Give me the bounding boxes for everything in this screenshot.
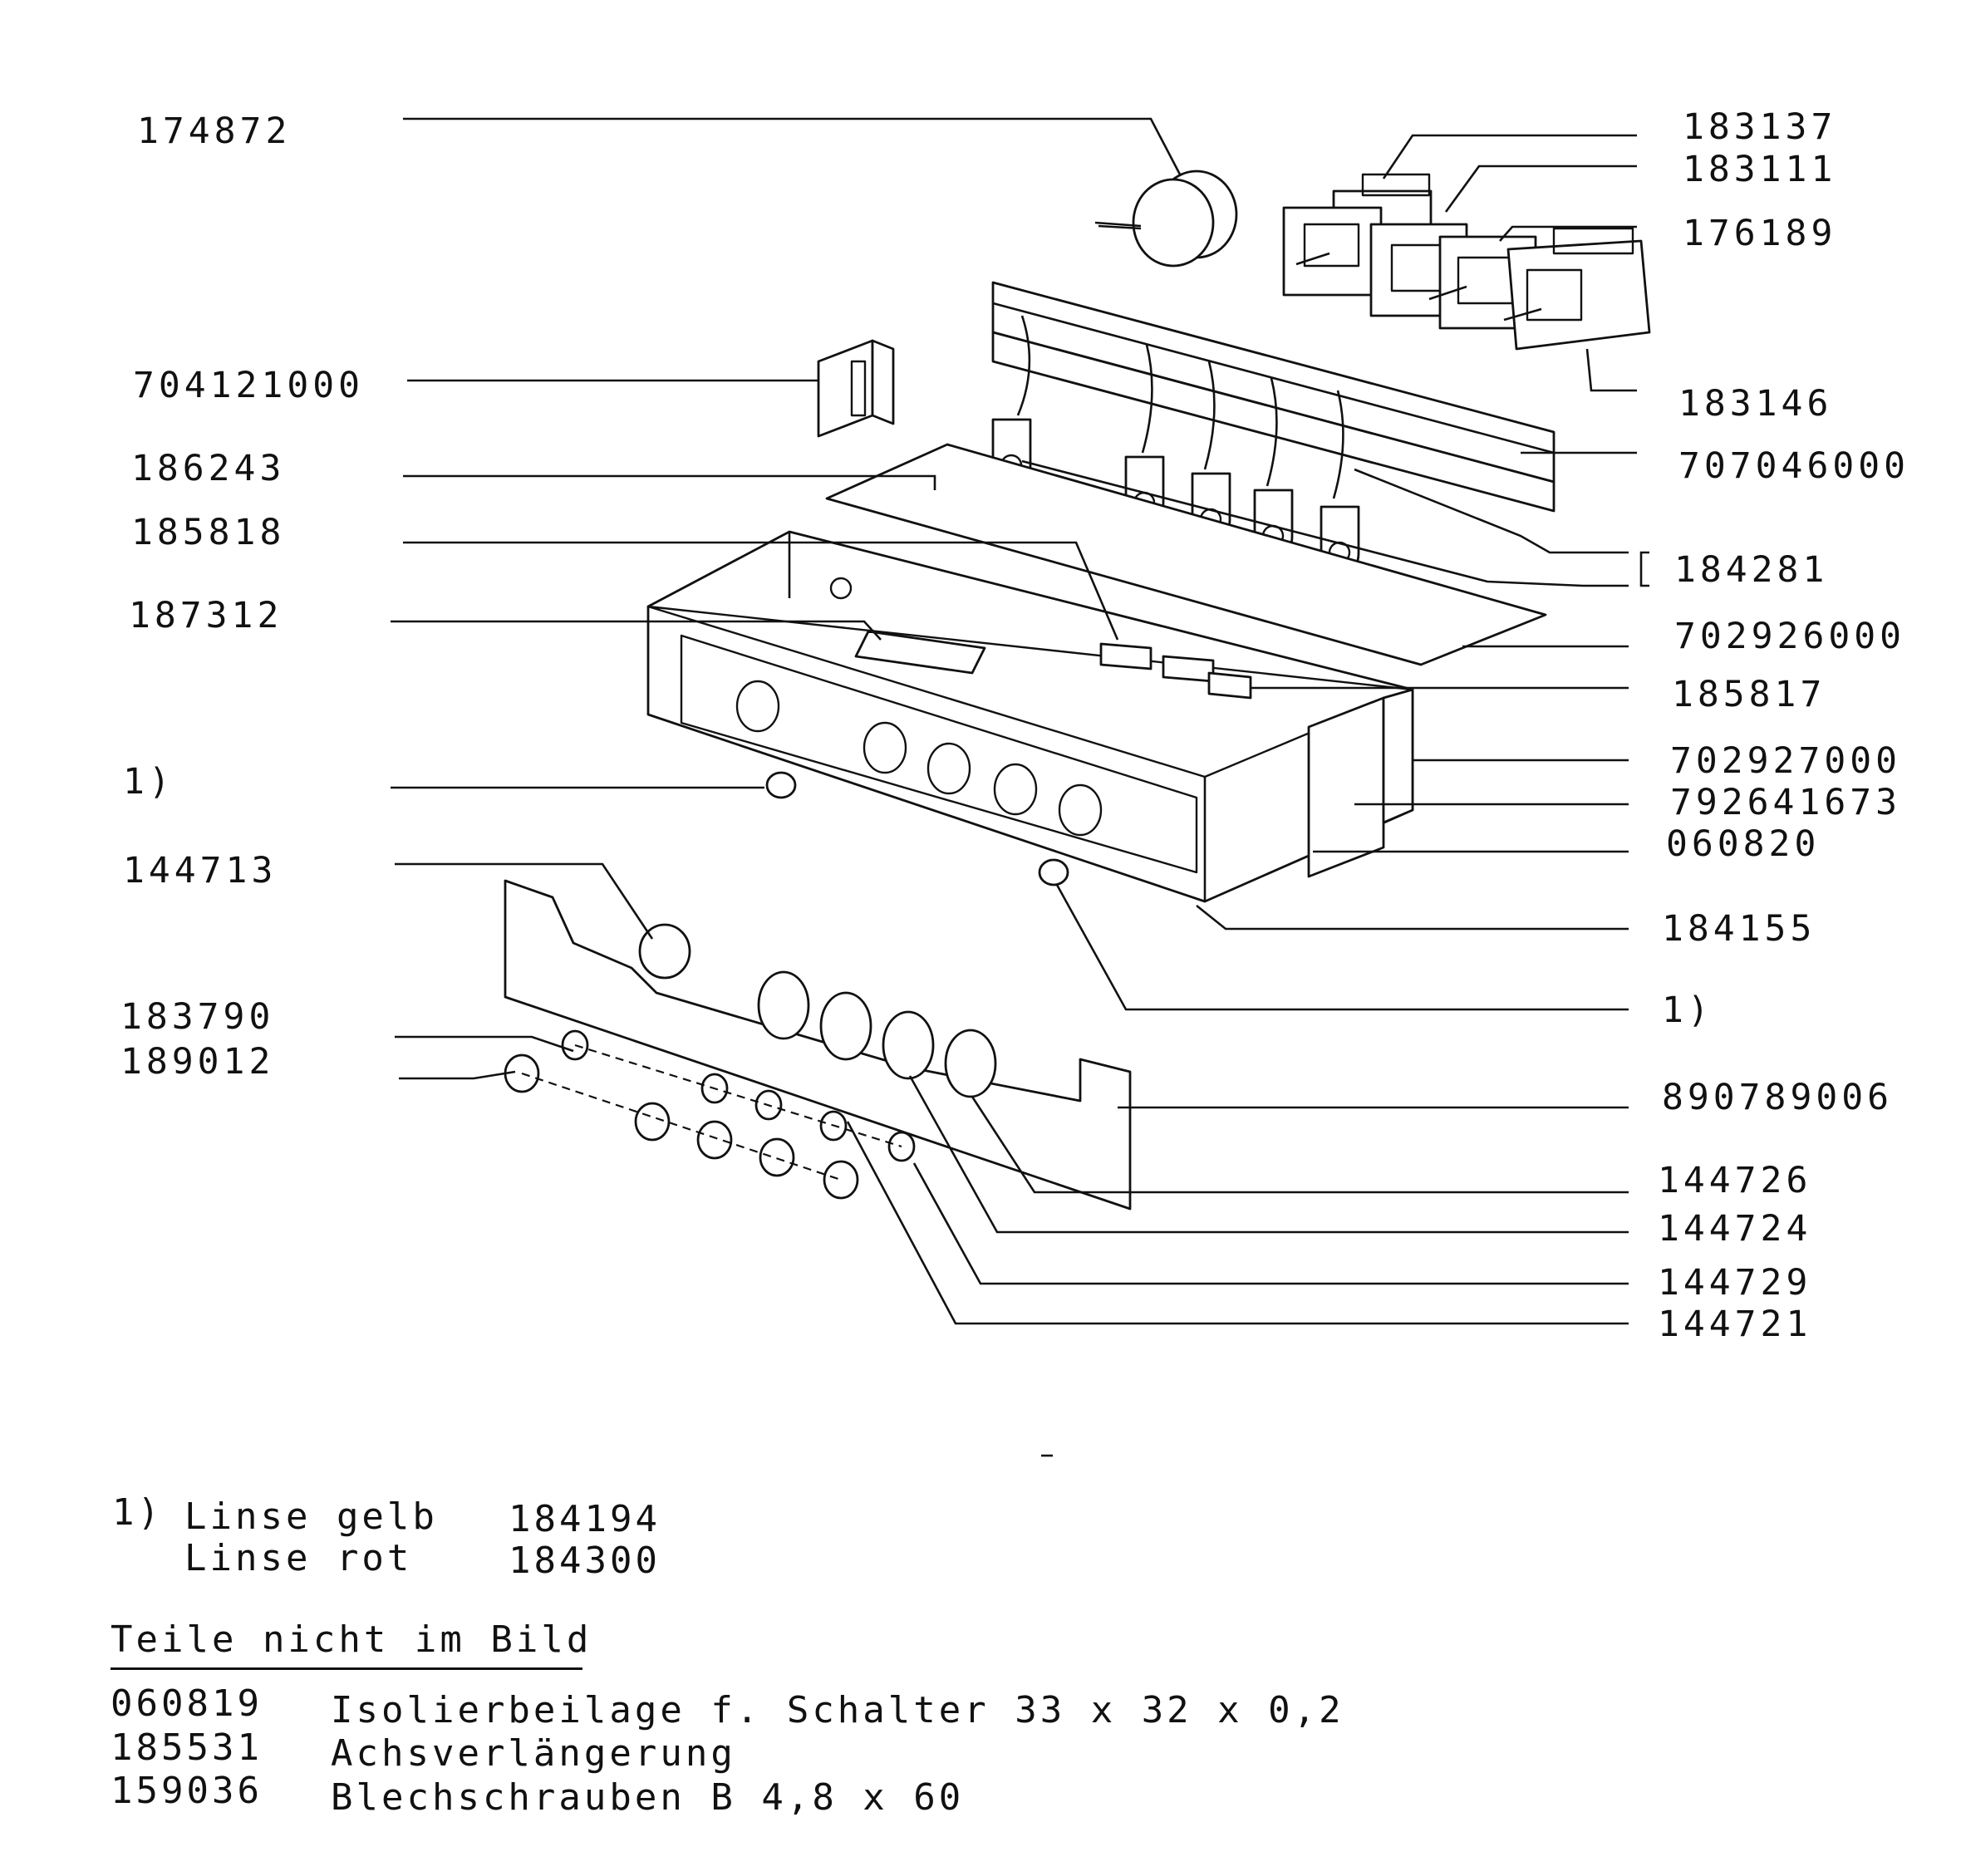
callout-792641673: 792641673 [1670,782,1901,823]
callout-144724: 144724 [1658,1208,1812,1250]
callout-183146: 183146 [1678,383,1833,425]
heading-underline [111,1667,582,1670]
not-in-picture-desc-3: Blechschrauben B 4,8 x 60 [331,1776,965,1819]
callout-702926000: 702926000 [1674,616,1905,657]
not-in-picture-number-2: 185531 [111,1726,263,1769]
not-in-picture-heading: Teile nicht im Bild [111,1618,592,1661]
callout-183111: 183111 [1683,149,1837,190]
not-in-picture-number-3: 159036 [111,1770,263,1812]
not-in-picture-desc-2: Achsverlängerung [331,1732,736,1775]
callout-704121000: 704121000 [133,365,364,406]
callout-174872: 174872 [137,110,292,152]
callout-144721: 144721 [1658,1304,1812,1345]
callout-footnote-1-right: 1) [1662,990,1713,1031]
callout-144729: 144729 [1658,1262,1812,1304]
callouts-left [120,110,364,1083]
footnote-number-yellow: 184194 [509,1498,661,1540]
callout-footnote-1-left: 1) [123,761,174,803]
callout-060820: 060820 [1666,823,1821,865]
callout-707046000: 707046000 [1678,445,1909,487]
callouts-right [1658,106,1909,1345]
callout-176189: 176189 [1683,213,1837,254]
callout-144726: 144726 [1658,1160,1812,1201]
footnote-name-yellow: Linse gelb [184,1495,438,1538]
callout-185817: 185817 [1672,674,1826,715]
callout-183137: 183137 [1683,106,1837,148]
not-in-picture-number-1: 060819 [111,1682,263,1725]
callout-185818: 185818 [131,512,286,553]
callout-189012: 189012 [120,1041,275,1083]
footnote-marker: 1) [112,1491,163,1534]
part-front-panel [505,881,1130,1209]
callout-890789006: 890789006 [1662,1077,1893,1118]
callout-702927000: 702927000 [1670,740,1901,782]
part-switch-blocks [1284,174,1649,349]
part-bracket [818,341,893,436]
callout-183790: 183790 [120,996,275,1038]
callout-184281: 184281 [1674,549,1829,591]
callout-187312: 187312 [129,595,283,636]
callout-184155: 184155 [1662,908,1816,950]
not-in-picture-desc-1: Isolierbeilage f. Schalter 33 x 32 x 0,2 [331,1689,1344,1731]
part-timer-motor [1095,171,1236,266]
footnote-number-red: 184300 [509,1540,661,1582]
callout-144713: 144713 [123,850,278,891]
footnote-name-red: Linse rot [184,1537,413,1579]
callout-186243: 186243 [131,448,286,489]
